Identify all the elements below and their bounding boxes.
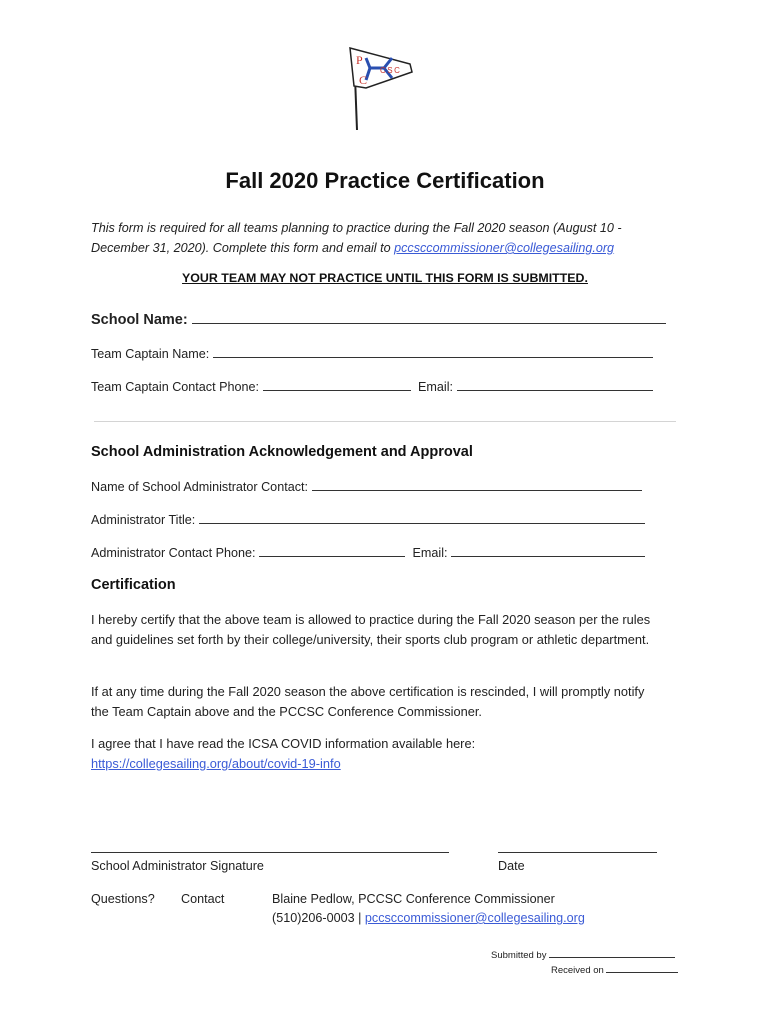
pccsc-logo (340, 42, 440, 134)
submitted-by-field[interactable] (491, 948, 675, 961)
school-name-field[interactable] (91, 311, 666, 328)
admin-title-field[interactable] (91, 511, 645, 527)
received-on-line[interactable] (606, 963, 678, 973)
captain-phone-label: Team Captain Contact Phone: (91, 380, 260, 394)
intro-text (91, 218, 651, 258)
captain-name-field[interactable] (91, 345, 653, 361)
commissioner-name: Blaine Pedlow, PCCSC Conference Commissioner (272, 892, 555, 906)
captain-email-line[interactable] (457, 378, 653, 391)
admin-title-line[interactable] (199, 511, 645, 524)
admin-email-line[interactable] (451, 544, 645, 557)
admin-contact-field[interactable] (91, 478, 642, 494)
captain-phone-field[interactable] (91, 378, 653, 394)
admin-heading: School Administration Acknowledgement and Approval (91, 444, 473, 460)
signature-label: School Administrator Signature (91, 859, 264, 873)
section-divider (94, 421, 676, 422)
svg-text:P: P (356, 53, 363, 67)
date-label: Date (498, 859, 525, 873)
page-title: Fall 2020 Practice Certification (225, 168, 545, 193)
admin-phone-label: Administrator Contact Phone: (91, 546, 256, 560)
practice-warning: YOUR TEAM MAY NOT PRACTICE UNTIL THIS FORM IS SUBMITTED. (182, 271, 588, 285)
svg-text:CSC: CSC (380, 66, 402, 75)
contact-label: Contact (181, 892, 225, 906)
submitted-by-line[interactable] (549, 948, 675, 958)
questions-label: Questions? (91, 892, 155, 906)
svg-text:C: C (359, 73, 368, 87)
intro-email-link[interactable]: pccsccommissioner@collegesailing.org (394, 241, 615, 255)
date-line[interactable] (498, 852, 657, 853)
commissioner-contact (272, 911, 585, 925)
admin-phone-line[interactable] (259, 544, 405, 557)
captain-phone-line[interactable] (263, 378, 411, 391)
submitted-by-label: Submitted by (491, 950, 547, 961)
captain-email-label: Email: (418, 380, 454, 394)
signature-line[interactable] (91, 852, 449, 853)
certification-para-3 (91, 734, 661, 774)
covid-info-text: I agree that I have read the ICSA COVID information available here: (91, 736, 476, 751)
received-on-field[interactable] (551, 963, 678, 976)
commissioner-email-link[interactable]: pccsccommissioner@collegesailing.org (364, 911, 585, 925)
intro-body: This form is required for all teams planning to practice during the Fall 2020 season (August 10 - December 31, 2020). Complete this form and email to (91, 221, 622, 255)
captain-name-label: Team Captain Name: (91, 347, 210, 361)
certification-para-1: I hereby certify that the above team is allowed to practice during the Fall 2020 season per the rules and guidelines set forth by their college/university, their sports club program or athletic department. (91, 612, 651, 647)
captain-name-line[interactable] (213, 345, 653, 358)
admin-contact-label: Name of School Administrator Contact: (91, 480, 308, 494)
certification-para-2: If at any time during the Fall 2020 season the above certification is rescinded, I will promptly notify the Team Captain above and the PCCSC Conference Commissioner. (91, 684, 645, 719)
certification-heading: Certification (91, 577, 176, 593)
admin-email-label: Email: (412, 546, 448, 560)
commissioner-phone: (510)206-0003 | (272, 911, 365, 925)
covid-info-link[interactable]: https://collegesailing.org/about/covid-19-info (91, 756, 341, 771)
school-name-line[interactable] (192, 311, 666, 324)
admin-phone-field[interactable] (91, 544, 645, 560)
admin-title-label: Administrator Title: (91, 513, 196, 527)
received-on-label: Received on (551, 965, 604, 976)
admin-contact-line[interactable] (312, 478, 642, 491)
school-name-label: School Name: (91, 312, 188, 328)
